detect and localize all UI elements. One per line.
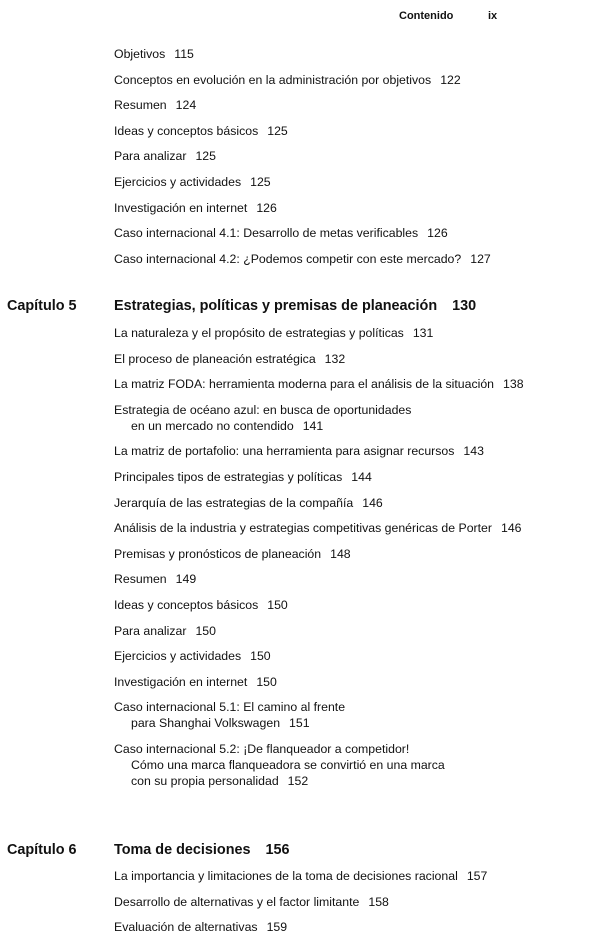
toc-entry <box>114 894 594 910</box>
toc-entry <box>114 571 594 587</box>
entry-page: 159 <box>266 920 288 935</box>
entry-text: Ideas y conceptos básicos <box>114 597 259 612</box>
entry-text: El proceso de planeación estratégica <box>114 351 316 366</box>
entry-page: 150 <box>250 649 271 664</box>
entry-page: 151 <box>289 716 310 731</box>
entry-text: Ejercicios y actividades <box>114 649 242 664</box>
entry-text: La matriz FODA: herramienta moderna para el análisis de la situación <box>114 377 495 392</box>
chapter-title-text: Estrategias, políticas y premisas de planeación <box>114 298 438 314</box>
entry-page: 157 <box>466 869 488 883</box>
entry-text: Objetivos <box>114 47 166 61</box>
toc-entry <box>114 200 594 216</box>
entry-text: Caso internacional 4.2: ¿Podemos competir con este mercado? <box>114 251 462 266</box>
entry-page: 125 <box>195 149 216 164</box>
chapter-label: Capítulo 5 <box>7 298 77 314</box>
entry-text: Resumen <box>114 98 167 113</box>
toc-entry <box>114 546 594 562</box>
toc-entry <box>114 597 594 613</box>
entry-page: 150 <box>256 674 277 689</box>
entry-text: Resumen <box>114 572 167 587</box>
entry-page: 146 <box>362 495 383 510</box>
entry-continuation: Cómo una marca flanqueadora se convirtió en una marca <box>131 757 445 772</box>
entry-text-line2: para Shanghai Volkswagen <box>131 716 281 731</box>
toc-entry <box>114 351 594 367</box>
entry-text-line3: con su propia personalidad <box>131 773 279 788</box>
running-head-title: Contenido <box>399 10 454 22</box>
chapter-title <box>114 842 290 858</box>
toc-entry <box>114 699 594 731</box>
toc-entry <box>114 402 594 434</box>
toc-entry <box>114 325 594 341</box>
entry-text: Caso internacional 5.2: ¡De flanqueador a competidor! <box>114 741 410 756</box>
entry-text: Jerarquía de las estrategias de la compañía <box>114 495 354 510</box>
toc-entry <box>114 520 594 536</box>
entry-text: Premisas y pronósticos de planeación <box>114 546 322 561</box>
toc-entry <box>114 919 594 935</box>
toc-entry <box>114 174 594 190</box>
toc-entry <box>114 868 594 884</box>
chapter-page: 156 <box>265 842 290 858</box>
toc-entry <box>114 251 594 267</box>
entry-text: Análisis de la industria y estrategias competitivas genéricas de Porter <box>114 521 492 536</box>
entry-page: 131 <box>412 326 434 340</box>
entry-text: La naturaleza y el propósito de estrategias y políticas <box>114 326 404 340</box>
entry-page: 141 <box>302 418 324 433</box>
entry-text: Principales tipos de estrategias y políticas <box>114 469 343 484</box>
entry-continuation <box>114 715 594 731</box>
entry-text: Para analizar <box>114 149 187 164</box>
toc-entry <box>114 443 594 459</box>
entry-page: 126 <box>256 200 277 215</box>
entry-page: 150 <box>195 623 216 638</box>
entry-page: 138 <box>503 377 524 392</box>
chapter-page: 130 <box>452 298 477 314</box>
entry-page: 150 <box>267 597 288 612</box>
entry-text: Conceptos en evolución en la administración por objetivos <box>114 72 432 87</box>
toc-entry <box>114 72 594 88</box>
entry-text: Caso internacional 4.1: Desarrollo de metas verificables <box>114 226 419 241</box>
entry-page: 126 <box>427 226 448 241</box>
entry-page: 127 <box>470 251 491 266</box>
entry-continuation <box>114 773 594 789</box>
toc-entry <box>114 623 594 639</box>
entry-page: 149 <box>175 572 197 587</box>
entry-text: Estrategia de océano azul: en busca de oportunidades <box>114 402 412 417</box>
entry-page: 144 <box>351 469 372 484</box>
entry-page: 132 <box>324 351 346 366</box>
entry-page: 125 <box>250 174 271 189</box>
entry-continuation <box>114 418 594 434</box>
toc-entry <box>114 648 594 664</box>
chapter-title <box>114 298 476 314</box>
entry-text: Evaluación de alternativas <box>114 920 258 935</box>
page-number: ix <box>488 10 498 22</box>
chapter-title-text: Toma de decisiones <box>114 842 251 858</box>
entry-text: Investigación en internet <box>114 200 248 215</box>
entry-page: 143 <box>463 444 484 459</box>
entry-page: 146 <box>500 521 522 536</box>
entry-text: La matriz de portafolio: una herramienta para asignar recursos <box>114 444 455 459</box>
toc-entry <box>114 148 594 164</box>
entry-page: 125 <box>267 123 288 138</box>
entry-text-line2: en un mercado no contendido <box>131 418 294 433</box>
toc-entry <box>114 495 594 511</box>
entry-page: 152 <box>287 773 309 788</box>
toc-entry <box>114 97 594 113</box>
toc-entry <box>114 674 594 690</box>
entry-page: 124 <box>175 98 197 113</box>
entry-page: 122 <box>440 72 461 87</box>
toc-entry <box>114 123 594 139</box>
entry-page: 148 <box>330 546 351 561</box>
toc-entry <box>114 376 594 392</box>
chapter-label: Capítulo 6 <box>7 842 77 858</box>
toc-entry <box>114 225 594 241</box>
entry-page: 158 <box>368 894 389 909</box>
entry-page: 115 <box>174 47 194 61</box>
toc-entry <box>114 741 594 789</box>
entry-text: Ideas y conceptos básicos <box>114 123 259 138</box>
entry-text: Caso internacional 5.1: El camino al frente <box>114 700 346 715</box>
toc-entry <box>114 469 594 485</box>
entry-text: Ejercicios y actividades <box>114 174 242 189</box>
entry-text: Desarrollo de alternativas y el factor limitante <box>114 894 360 909</box>
toc-entry <box>114 46 594 62</box>
entry-text: Investigación en internet <box>114 674 248 689</box>
entry-text: Para analizar <box>114 623 187 638</box>
entry-text: La importancia y limitaciones de la toma de decisiones racional <box>114 869 458 883</box>
